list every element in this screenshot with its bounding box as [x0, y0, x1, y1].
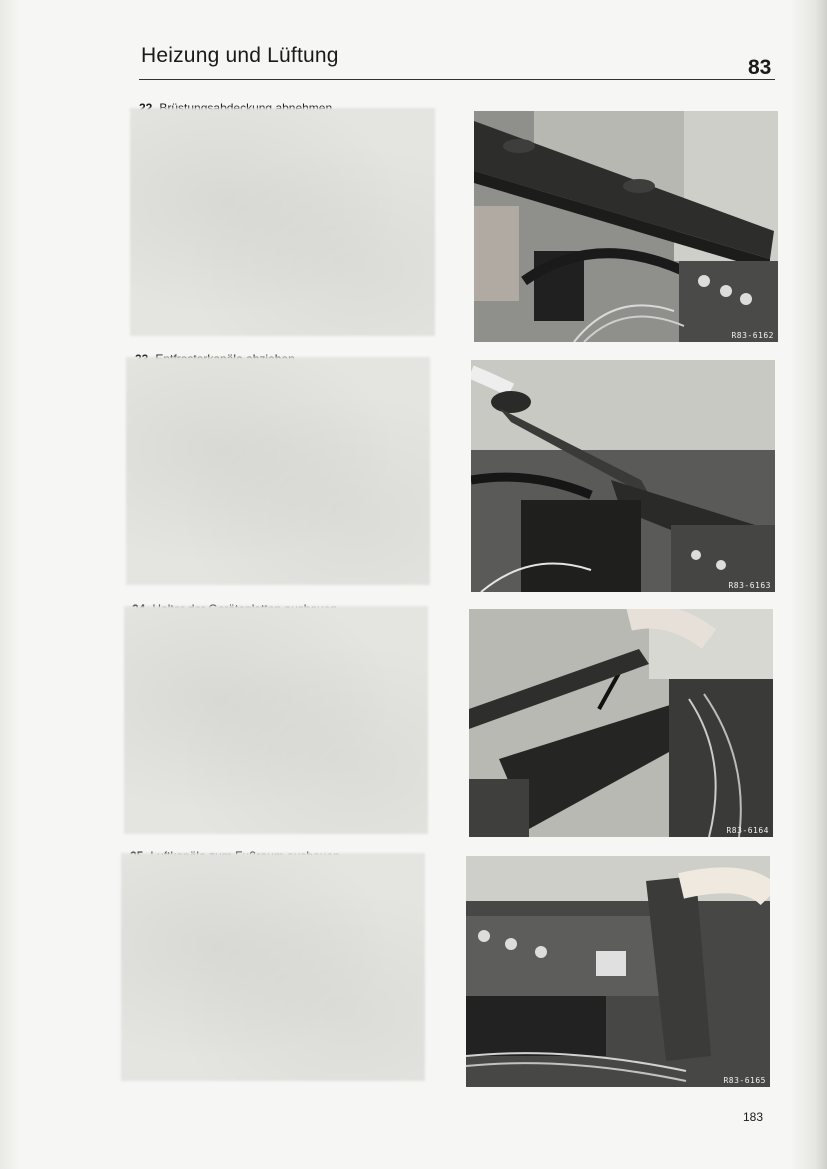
- step-photo: [471, 360, 775, 592]
- show-through-shadow: [121, 853, 425, 1081]
- step-photo: [469, 609, 773, 837]
- show-through-shadow: [126, 357, 430, 585]
- show-through-shadow: [130, 108, 435, 336]
- photo-code: R83-6165: [723, 1076, 766, 1085]
- photo-code: R83-6163: [728, 581, 771, 590]
- header-rule: [139, 79, 775, 80]
- show-through-shadow: [124, 606, 428, 834]
- chapter-number: 83: [748, 56, 772, 79]
- photo-code: R83-6162: [731, 331, 774, 340]
- photo-code: R83-6164: [726, 826, 769, 835]
- step-photo: [474, 111, 778, 342]
- page-title: Heizung und Lüftung: [141, 44, 339, 67]
- step-photo: [466, 856, 770, 1087]
- page-number: 183: [743, 1110, 764, 1124]
